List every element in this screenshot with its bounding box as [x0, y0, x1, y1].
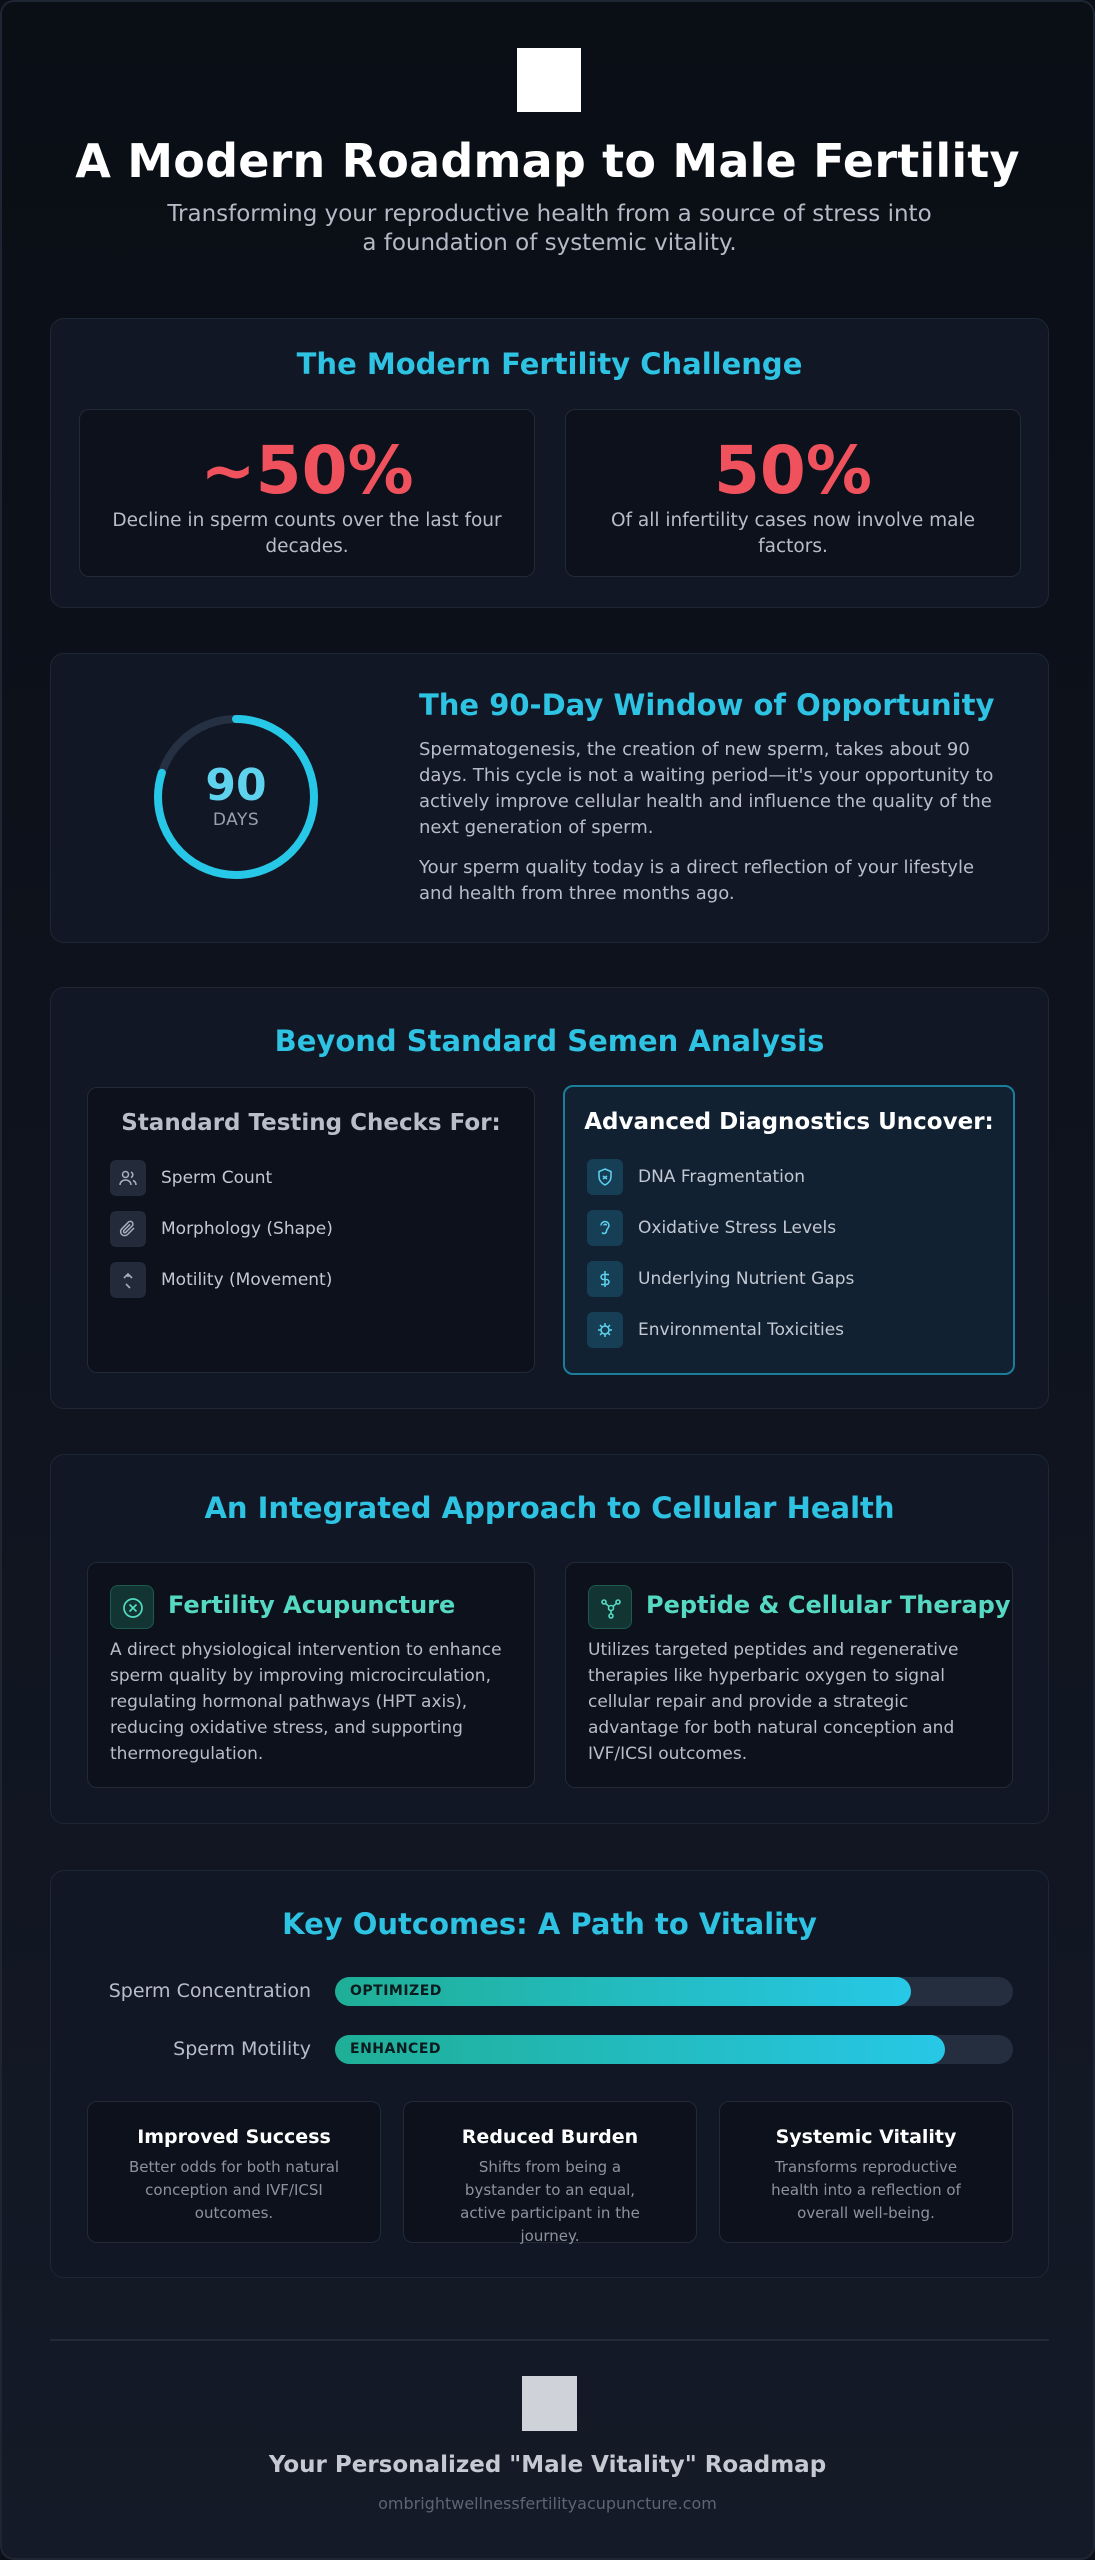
standard-testing-card [87, 1087, 535, 1373]
bug-icon [587, 1312, 623, 1348]
stat-card [565, 409, 1021, 577]
footer-logo-image [522, 2376, 577, 2431]
analysis-section [50, 987, 1049, 1409]
ring-value: 90 [205, 760, 267, 811]
therapy-description: Utilizes targeted peptides and regenerative therapies like hyperbaric oxygen to signal cellular repair and provide a strategic advantage for both natural conception and IVF/ICSI outcomes. [588, 1640, 959, 1764]
bar-track [335, 2035, 1013, 2064]
window-paragraph: Your sperm quality today is a direct reflection of your lifestyle and health from three months ago. [419, 857, 975, 904]
standard-testing-title: Standard Testing Checks For: [121, 1110, 501, 1136]
logo-image [517, 48, 581, 112]
stat-value: ~50% [200, 432, 414, 509]
outcome-card [87, 2101, 381, 2243]
bar-track [335, 1977, 1013, 2006]
list-item [587, 1210, 987, 1246]
stat-description: Of all infertility cases now involve male factors. [610, 510, 976, 557]
bar-fill [335, 2035, 945, 2064]
page-title: A Modern Roadmap to Male Fertility [75, 134, 1020, 188]
shield-icon [587, 1159, 623, 1195]
approach-title: An Integrated Approach to Cellular Health [204, 1491, 895, 1525]
advanced-diagnostics-title: Advanced Diagnostics Uncover: [584, 1109, 994, 1135]
page-subtitle: Transforming your reproductive health from a source of stress into a foundation of systemic vitality. [167, 201, 932, 256]
list-item [110, 1262, 510, 1298]
analysis-title: Beyond Standard Semen Analysis [274, 1024, 825, 1058]
footer-divider [50, 2339, 1049, 2341]
window-section [50, 653, 1049, 943]
dollar-icon [587, 1261, 623, 1297]
paperclip-icon [110, 1211, 146, 1247]
outcome-card [403, 2101, 697, 2243]
advanced-diagnostics-card [563, 1085, 1015, 1375]
stat-card [79, 409, 535, 577]
list-item-label: Environmental Toxicities [638, 1320, 845, 1340]
stat-description: Decline in sperm counts over the last four decades. [112, 510, 502, 557]
arrow-icon [110, 1262, 146, 1298]
therapy-card [565, 1562, 1013, 1788]
list-item [587, 1261, 987, 1297]
challenge-section [50, 318, 1049, 608]
circle-x-icon [110, 1585, 154, 1629]
bar-fill [335, 1977, 911, 2006]
outcome-card [719, 2101, 1013, 2243]
therapy-title: Peptide & Cellular Therapy [646, 1591, 1011, 1619]
users-icon [110, 1160, 146, 1196]
list-item-label: Oxidative Stress Levels [638, 1218, 837, 1238]
list-item-label: Underlying Nutrient Gaps [638, 1269, 855, 1289]
window-paragraph: Spermatogenesis, the creation of new sperm, takes about 90 days. This cycle is not a waiting period—it's your opportunity to actively improve cellular health and influence the quality of the next generation of sperm. [419, 739, 994, 838]
therapy-card [87, 1562, 535, 1788]
window-title: The 90-Day Window of Opportunity [419, 688, 995, 722]
footer-title: Your Personalized "Male Vitality" Roadmap [268, 2452, 827, 2478]
bar-label: Sperm Motility [173, 2038, 311, 2060]
ear-icon [587, 1210, 623, 1246]
list-item-label: Sperm Count [161, 1168, 273, 1188]
list-item [110, 1211, 510, 1247]
molecule-icon [588, 1585, 632, 1629]
outcomes-section [50, 1870, 1049, 2278]
ring-unit: DAYS [212, 810, 260, 830]
outcome-title: Reduced Burden [461, 2126, 639, 2148]
list-item [587, 1159, 987, 1195]
stat-value: 50% [714, 432, 872, 509]
bar-tag: OPTIMIZED [350, 1983, 442, 1999]
list-item [110, 1160, 510, 1196]
bar-tag: ENHANCED [350, 2041, 442, 2057]
footer-url: ombrightwellnessfertilityacupuncture.com [378, 2494, 717, 2513]
therapy-description: A direct physiological intervention to enhance sperm quality by improving microcirculation, regulating hormonal pathways (HPT axis), reducing oxidative stress, and supporting thermoregulation. [110, 1640, 502, 1764]
outcome-title: Systemic Vitality [775, 2126, 957, 2148]
bar-label: Sperm Concentration [108, 1980, 311, 2002]
challenge-title: The Modern Fertility Challenge [296, 347, 803, 381]
outcome-title: Improved Success [137, 2126, 331, 2148]
outcome-description: Shifts from being a bystander to an equal, active participant in the journey. [460, 2158, 640, 2245]
outcomes-title: Key Outcomes: A Path to Vitality [282, 1907, 817, 1941]
list-item-label: DNA Fragmentation [638, 1167, 806, 1187]
outcome-description: Better odds for both natural conception and IVF/ICSI outcomes. [128, 2158, 340, 2222]
outcome-description: Transforms reproductive health into a reflection of overall well-being. [771, 2158, 961, 2222]
list-item-label: Morphology (Shape) [161, 1219, 333, 1239]
therapy-title: Fertility Acupuncture [168, 1591, 456, 1619]
list-item-label: Motility (Movement) [161, 1270, 333, 1290]
approach-section [50, 1454, 1049, 1824]
list-item [587, 1312, 987, 1348]
